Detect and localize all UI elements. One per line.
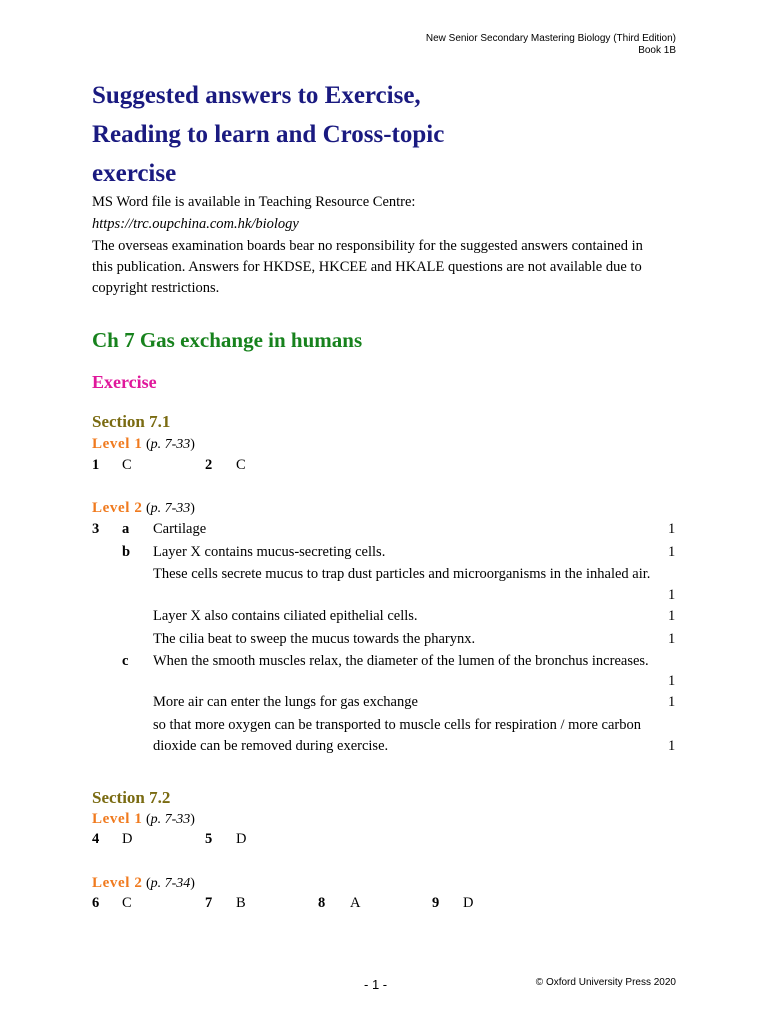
answer: D — [236, 831, 247, 847]
mark: 1 — [668, 673, 676, 689]
answer-text: When the smooth muscles relax, the diameter of the lumen of the bronchus increases. — [153, 653, 649, 669]
answer: B — [236, 895, 246, 911]
answer-text: dioxide can be removed during exercise. — [153, 738, 389, 754]
part-label: c — [122, 653, 129, 669]
mark: 1 — [668, 608, 676, 624]
section-7-1-heading: Section 7.1 — [92, 412, 171, 431]
header-book-number: Book 1B — [638, 45, 676, 56]
answer: C — [236, 457, 246, 473]
question-number: 2 — [205, 457, 213, 473]
level-2-heading: Level 2 (p. 7-34) — [92, 875, 195, 891]
page-ref: 7-33 — [164, 437, 191, 452]
level-label: Level 2 — [92, 875, 143, 891]
part-label: a — [122, 521, 130, 537]
mark: 1 — [668, 587, 676, 603]
mark: 1 — [668, 631, 676, 647]
disclaimer-line-3: copyright restrictions. — [92, 280, 220, 296]
answer-text: Cartilage — [153, 521, 207, 537]
answer-text: The cilia beat to sweep the mucus towards the pharynx. — [153, 631, 476, 647]
resource-url: https://trc.oupchina.com.hk/biology — [92, 216, 299, 232]
disclaimer-line-2: this publication. Answers for HKDSE, HKCEE and HKALE questions are not available due to — [92, 259, 642, 275]
level-2-heading: Level 2 (p. 7-33) — [92, 500, 195, 516]
answer-text: More air can enter the lungs for gas exchange — [153, 694, 418, 710]
answer: D — [463, 895, 474, 911]
answer-text: These cells secrete mucus to trap dust particles and microorganisms in the inhaled air. — [153, 566, 651, 582]
mark: 1 — [668, 694, 676, 710]
page-ref: 7-34 — [164, 876, 191, 891]
question-number: 9 — [432, 895, 440, 911]
question-number: 3 — [92, 521, 100, 537]
page-ref: 7-33 — [164, 812, 191, 827]
page-number: - 1 - — [364, 977, 388, 992]
chapter-heading: Ch 7 Gas exchange in humans — [92, 328, 363, 352]
level-1-heading: Level 1 (p. 7-33) — [92, 811, 195, 827]
msword-note: MS Word file is available in Teaching Resource Centre: — [92, 194, 416, 210]
title-line-1: Suggested answers to Exercise, — [92, 82, 421, 109]
answer: C — [122, 457, 132, 473]
section-7-2-heading: Section 7.2 — [92, 788, 171, 807]
level-label: Level 1 — [92, 811, 143, 827]
answer: D — [122, 831, 133, 847]
answer-text: Layer X contains mucus-secreting cells. — [153, 544, 386, 560]
answer-text: so that more oxygen can be transported to muscle cells for respiration / more carbon — [153, 717, 642, 733]
exercise-heading: Exercise — [92, 372, 157, 392]
mark: 1 — [668, 544, 676, 560]
mark: 1 — [668, 738, 676, 754]
copyright-notice — [536, 977, 676, 988]
level-label: Level 2 — [92, 500, 143, 516]
running-header — [426, 33, 676, 57]
question-number: 7 — [205, 895, 213, 911]
disclaimer-line-1: The overseas examination boards bear no responsibility for the suggested answers contained in — [92, 238, 643, 254]
question-number: 5 — [205, 831, 213, 847]
answer: A — [350, 895, 361, 911]
answer-text: Layer X also contains ciliated epithelial cells. — [153, 608, 418, 624]
question-number: 1 — [92, 457, 100, 473]
page-ref: 7-33 — [164, 501, 191, 516]
level-label: Level 1 — [92, 436, 143, 452]
part-label: b — [122, 544, 131, 560]
copyright-icon: © — [535, 977, 544, 988]
header-book-title: New Senior Secondary Mastering Biology (Third Edition) — [425, 33, 676, 44]
answer: C — [122, 895, 132, 911]
level-1-heading: Level 1 (p. 7-33) — [92, 436, 195, 452]
mark: 1 — [668, 521, 676, 537]
title-line-3: exercise — [92, 160, 177, 187]
question-number: 6 — [92, 895, 100, 911]
page-title — [92, 76, 692, 193]
question-number: 8 — [318, 895, 326, 911]
copyright-text: Oxford University Press 2020 — [545, 977, 676, 988]
title-line-2: Reading to learn and Cross-topic — [92, 121, 445, 148]
question-number: 4 — [92, 831, 100, 847]
